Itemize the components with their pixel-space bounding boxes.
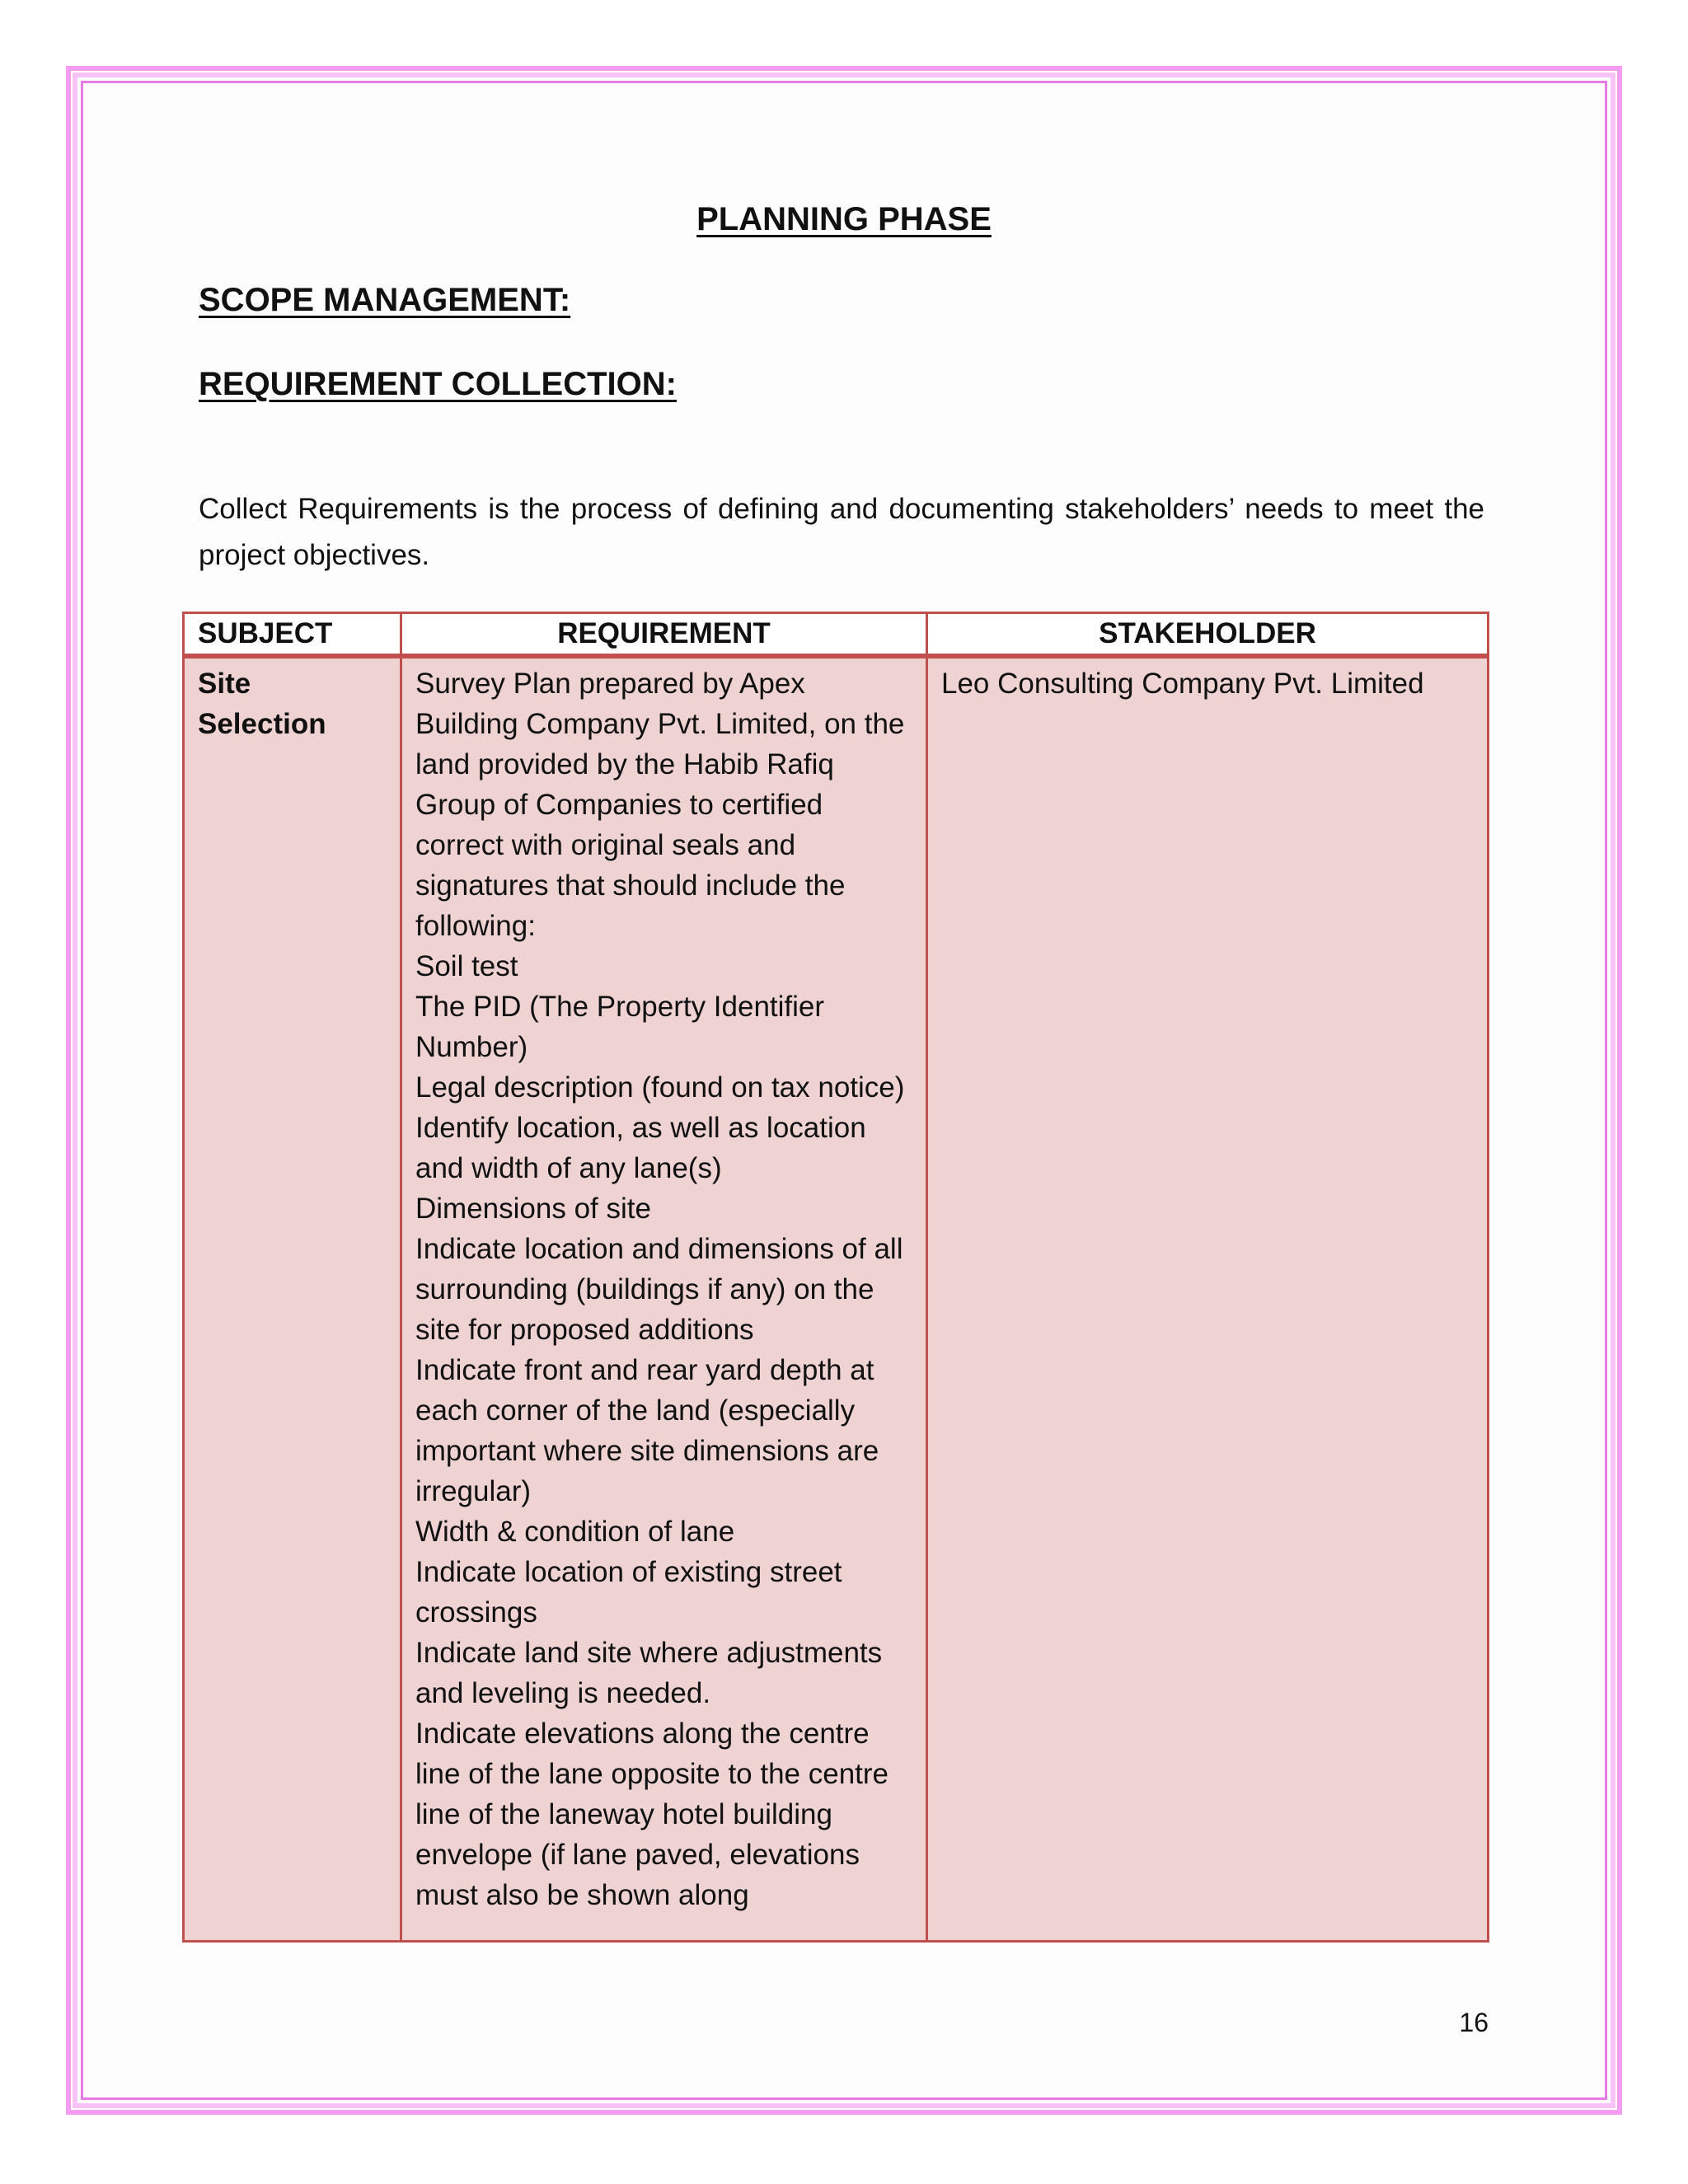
table-header-row [184, 613, 1489, 657]
requirement-line: Soil test [415, 950, 518, 982]
requirement-line: The PID (The Property Identifier Number) [415, 991, 825, 1063]
intro-paragraph: Collect Requirements is the process of defining and documenting stakeholders’ needs to meet the project objectives. [199, 493, 1484, 571]
cell-subject: Site Selection [184, 656, 401, 1941]
requirement-line: Dimensions of site [415, 1193, 651, 1225]
requirement-line: Indicate land site where adjustments and leveling is needed. [415, 1637, 883, 1709]
cell-requirement [401, 656, 927, 1941]
requirement-line: Legal description (found on tax notice) [415, 1071, 905, 1104]
header-requirement: REQUIREMENT [401, 613, 927, 657]
page-title-text: PLANNING PHASE [696, 201, 992, 237]
requirement-line: Indicate elevations along the centre line of the lane opposite to the centre line of the laneway hotel building envelope (if lane paved, elevations must also be shown along [415, 1718, 889, 1911]
cell-stakeholder: Leo Consulting Company Pvt. Limited [927, 656, 1489, 1941]
requirement-line: Indicate location and dimensions of all surrounding (buildings if any) on the site for proposed additions [415, 1233, 903, 1346]
table-row [184, 656, 1489, 1941]
requirement-line: Indicate front and rear yard depth at each corner of the land (especially important where site dimensions are irregular) [415, 1354, 879, 1507]
subsection-heading: REQUIREMENT COLLECTION: [199, 366, 677, 402]
requirements-table [182, 612, 1489, 1943]
requirement-line: Identify location, as well as location and width of any lane(s) [415, 1112, 866, 1184]
page-title [0, 201, 1688, 238]
requirement-line: Survey Plan prepared by Apex Building Company Pvt. Limited, on the land provided by the Habib Rafiq Group of Companies to certified correct with original seals and signatures that should include the following: [415, 668, 905, 942]
section-heading: SCOPE MANAGEMENT: [199, 282, 571, 318]
header-stakeholder: STAKEHOLDER [927, 613, 1489, 657]
page-number: 16 [1459, 2008, 1489, 2037]
header-subject: SUBJECT [184, 613, 401, 657]
requirement-line: Indicate location of existing street crossings [415, 1556, 842, 1629]
requirement-line: Width & condition of lane [415, 1516, 735, 1548]
